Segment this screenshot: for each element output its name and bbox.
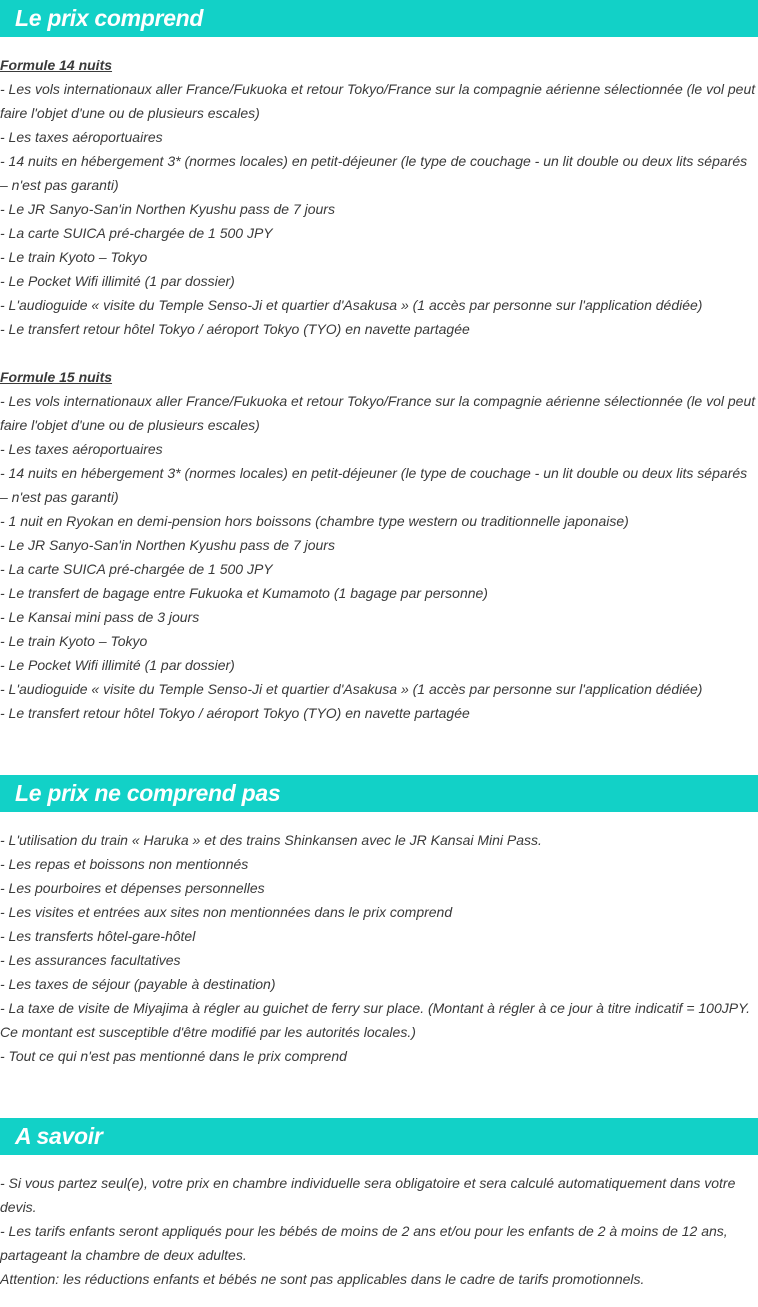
list-item: - Le transfert de bagage entre Fukuoka et Kumamoto (1 bagage par personne) [0,585,488,601]
list-item: - La carte SUICA pré-chargée de 1 500 JPY [0,561,273,577]
list-item: - Les vols internationaux aller France/Fukuoka et retour Tokyo/France sur la compagnie aérienne sélectionnée (le vol peut faire l'objet d'une ou de plusieurs escales) [0,81,756,121]
list-item: - L'audioguide « visite du Temple Senso-Ji et quartier d'Asakusa » (1 accès par personne sur l'application dédiée) [0,681,703,697]
included-content [0,53,758,725]
section-header-included [0,0,758,37]
list-item: - 14 nuits en hébergement 3* (normes locales) en petit-déjeuner (le type de couchage - un lit double ou deux lits séparés – n'est pas garanti) [0,465,748,505]
list-item: - L'audioguide « visite du Temple Senso-Ji et quartier d'Asakusa » (1 accès par personne sur l'application dédiée) [0,297,703,313]
list-item: - Les taxes de séjour (payable à destination) [0,976,276,992]
good-to-know-content [0,1171,758,1291]
list-item: - Le train Kyoto – Tokyo [0,249,148,265]
list-item: - Le transfert retour hôtel Tokyo / aéroport Tokyo (TYO) en navette partagée [0,705,470,721]
list-item: - Les visites et entrées aux sites non mentionnées dans le prix comprend [0,904,453,920]
spacer [0,341,758,365]
formula-14-title: Formule 14 nuits [0,57,113,73]
list-item: - Le Pocket Wifi illimité (1 par dossier) [0,273,235,289]
list-item: - Les repas et boissons non mentionnés [0,856,249,872]
list-item: - Les tarifs enfants seront appliqués pour les bébés de moins de 2 ans et/ou pour les enfants de 2 à moins de 12 ans, partageant la chambre de deux adultes. [0,1223,728,1263]
list-item: - Les taxes aéroportuaires [0,441,163,457]
list-item: - 14 nuits en hébergement 3* (normes locales) en petit-déjeuner (le type de couchage - un lit double ou deux lits séparés – n'est pas garanti) [0,153,748,193]
list-item: - Le JR Sanyo-San'in Northen Kyushu pass de 7 jours [0,537,335,553]
list-item: - 1 nuit en Ryokan en demi-pension hors boissons (chambre type western ou traditionnelle japonaise) [0,513,629,529]
list-item: - Les taxes aéroportuaires [0,129,163,145]
section-header-good-to-know [0,1118,758,1155]
list-item: - L'utilisation du train « Haruka » et des trains Shinkansen avec le JR Kansai Mini Pass. [0,832,542,848]
attention-note: Attention: les réductions enfants et bébés ne sont pas applicables dans le cadre de tarifs promotionnels. [0,1271,645,1287]
section-title-good-to-know: A savoir [15,1123,103,1149]
list-item: - Les assurances facultatives [0,952,181,968]
list-item: - La carte SUICA pré-chargée de 1 500 JPY [0,225,273,241]
section-title-included: Le prix comprend [15,5,204,31]
list-item: - Le Pocket Wifi illimité (1 par dossier) [0,657,235,673]
section-header-not-included [0,775,758,812]
list-item: - Les pourboires et dépenses personnelles [0,880,265,896]
formula-15-title: Formule 15 nuits [0,369,113,385]
list-item: - Le Kansai mini pass de 3 jours [0,609,200,625]
list-item: - Le train Kyoto – Tokyo [0,633,148,649]
list-item: - Si vous partez seul(e), votre prix en chambre individuelle sera obligatoire et sera calculé automatiquement dans votre devis. [0,1175,736,1215]
section-title-not-included: Le prix ne comprend pas [15,780,281,806]
list-item: - Les vols internationaux aller France/Fukuoka et retour Tokyo/France sur la compagnie aérienne sélectionnée (le vol peut faire l'objet d'une ou de plusieurs escales) [0,393,756,433]
list-item: - Les transferts hôtel-gare-hôtel [0,928,196,944]
list-item: - La taxe de visite de Miyajima à régler au guichet de ferry sur place. (Montant à régler à ce jour à titre indicatif = 100JPY. Ce montant est susceptible d'être modifié par les autorités locales.) [0,1000,751,1040]
not-included-content [0,828,758,1068]
list-item: - Le transfert retour hôtel Tokyo / aéroport Tokyo (TYO) en navette partagée [0,321,470,337]
list-item: - Tout ce qui n'est pas mentionné dans le prix comprend [0,1048,347,1064]
list-item: - Le JR Sanyo-San'in Northen Kyushu pass de 7 jours [0,201,335,217]
